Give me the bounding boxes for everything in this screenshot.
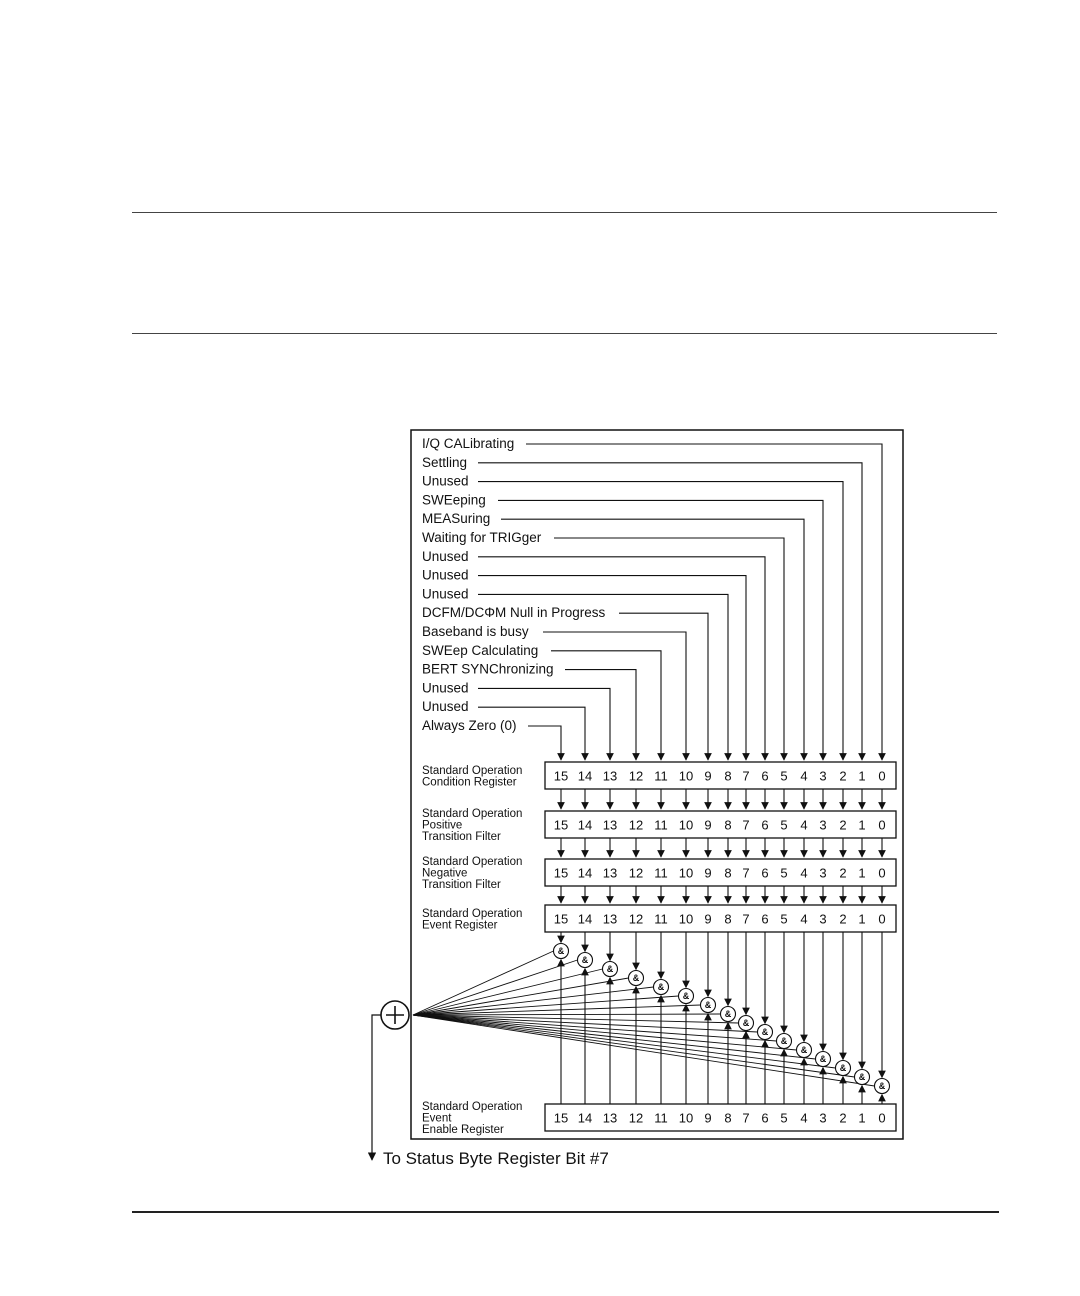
- register-bit: 13: [602, 768, 618, 784]
- register-bit: 0: [878, 817, 886, 833]
- register-bit: 2: [839, 1110, 847, 1126]
- register-bit: 1: [858, 911, 866, 927]
- and-gate-symbol: &: [800, 1045, 808, 1056]
- register-bit: 14: [577, 1110, 593, 1126]
- register-bit: 9: [704, 768, 712, 784]
- bit-label: Unused: [422, 548, 469, 564]
- and-gate-symbol: &: [704, 1000, 712, 1011]
- register-bit: 5: [780, 768, 788, 784]
- and-gate-symbol: &: [606, 964, 614, 975]
- bit-label: Unused: [422, 680, 469, 696]
- register-bit: 7: [742, 1110, 750, 1126]
- register-label: Standard Operation: [422, 856, 523, 868]
- register-bit: 15: [553, 1110, 569, 1126]
- register-label: Event: [422, 1112, 452, 1125]
- register-bit: 14: [577, 865, 593, 881]
- bit-label: Settling: [422, 454, 468, 470]
- register-bit: 9: [704, 1110, 712, 1126]
- register-label: Standard Operation: [422, 907, 523, 920]
- bit-label: Baseband is busy: [422, 624, 529, 639]
- register-bit: 9: [704, 911, 712, 927]
- gate-to-or-line: [413, 978, 629, 1015]
- register-bit: 4: [800, 1110, 808, 1126]
- register-bit: 10: [678, 768, 694, 784]
- and-gate-symbol: &: [657, 982, 665, 993]
- register-bit: 8: [724, 911, 732, 927]
- register-bit: 1: [858, 768, 866, 784]
- bit-route-line: [478, 707, 585, 760]
- output-label: To Status Byte Register Bit #7: [383, 1149, 609, 1168]
- register-bit: 9: [704, 817, 712, 833]
- and-gate-symbol: &: [742, 1018, 750, 1029]
- register-bit: 3: [819, 1110, 827, 1126]
- register-bit: 7: [742, 768, 750, 784]
- register-bit: 12: [628, 817, 644, 833]
- and-gate-symbol: &: [780, 1036, 788, 1047]
- register-label: Condition Register: [422, 776, 517, 789]
- bit-label: MEASuring: [422, 511, 491, 527]
- register-bit: 2: [839, 817, 847, 833]
- register-bit: 11: [654, 768, 668, 784]
- register-bit: 10: [678, 1110, 694, 1126]
- gate-to-or-line: [413, 1015, 816, 1059]
- register-label: Event Register: [422, 919, 498, 932]
- gate-to-or-line: [413, 1015, 836, 1068]
- and-gate-symbol: &: [878, 1081, 886, 1092]
- gate-to-or-line: [413, 1014, 721, 1015]
- register-bit: 4: [800, 911, 808, 927]
- register-bit: 11: [654, 865, 668, 881]
- bit-route-line: [565, 670, 636, 760]
- register-bit: 0: [878, 865, 886, 881]
- bit-route-line: [551, 651, 661, 760]
- register-bit: 15: [553, 911, 569, 927]
- and-gate-symbol: &: [682, 991, 690, 1002]
- register-bit: 1: [858, 865, 866, 881]
- register-bit: 13: [602, 865, 618, 881]
- and-gate-symbol: &: [632, 973, 640, 984]
- bit-route-line: [501, 519, 804, 760]
- bit-label: I/Q CALibrating: [422, 436, 515, 451]
- gate-to-or-line: [413, 960, 578, 1015]
- register-label: Negative: [422, 867, 468, 880]
- and-gate-stack: [554, 944, 890, 1094]
- register-bit: 14: [577, 911, 593, 927]
- register-bit: 15: [553, 865, 569, 881]
- register-bit: 14: [577, 768, 593, 784]
- bit-route-line: [528, 726, 561, 760]
- register-label: Transition Filter: [422, 879, 501, 891]
- register-bit: 4: [800, 865, 808, 881]
- register-bit: 7: [742, 911, 750, 927]
- register-bit: 6: [761, 768, 769, 784]
- and-gate-symbol: &: [761, 1027, 769, 1038]
- register-bit: 10: [678, 911, 694, 927]
- register-bit: 11: [654, 911, 668, 927]
- register-bit: 5: [780, 817, 788, 833]
- register-bit: 13: [602, 1110, 618, 1126]
- register-bit: 3: [819, 768, 827, 784]
- register-bit: 8: [724, 1110, 732, 1126]
- register-bit: 15: [553, 817, 569, 833]
- register-bit: 10: [678, 865, 694, 881]
- bit-label: Unused: [422, 699, 469, 715]
- bit-route-line: [554, 538, 784, 760]
- register-bit: 12: [628, 865, 644, 881]
- bit-label: SWEeping: [422, 492, 486, 508]
- bit-label: Unused: [422, 586, 469, 602]
- register-bit: 13: [602, 817, 618, 833]
- bit-label: BERT SYNChronizing: [422, 661, 554, 677]
- register-bit: 12: [628, 1110, 644, 1126]
- register-bit: 3: [819, 817, 827, 833]
- register-bit: 5: [780, 1110, 788, 1126]
- register-bit: 2: [839, 768, 847, 784]
- register-bit: 10: [678, 817, 694, 833]
- and-gate-symbol: &: [557, 946, 565, 957]
- and-gate-symbol: &: [819, 1054, 827, 1065]
- register-bit: 2: [839, 865, 847, 881]
- register-bit: 11: [654, 1110, 668, 1126]
- register-bit: 6: [761, 865, 769, 881]
- register-bit: 3: [819, 865, 827, 881]
- bit-label: Unused: [422, 473, 469, 489]
- bit-route-line: [619, 613, 708, 760]
- register-bit: 1: [858, 817, 866, 833]
- register-label: Standard Operation: [422, 1101, 523, 1113]
- register-bit: 3: [819, 911, 827, 927]
- register-bit: 5: [780, 911, 788, 927]
- register-bit: 11: [654, 817, 668, 833]
- and-gate-symbol: &: [581, 955, 589, 966]
- register-bit: 5: [780, 865, 788, 881]
- bit-route-line: [478, 557, 765, 760]
- register-bit: 9: [704, 865, 712, 881]
- register-bit: 8: [724, 768, 732, 784]
- register-bit: 2: [839, 911, 847, 927]
- and-gate-symbol: &: [839, 1063, 847, 1074]
- register-bit: 12: [628, 768, 644, 784]
- register-bit: 12: [628, 911, 644, 927]
- register-label: Enable Register: [422, 1124, 504, 1136]
- bit-label: SWEep Calculating: [422, 642, 539, 658]
- bit-label: Always Zero (0): [422, 718, 517, 733]
- register-bit: 14: [577, 817, 593, 833]
- register-bit: 8: [724, 865, 732, 881]
- register-bit: 6: [761, 911, 769, 927]
- gate-to-or-line: [413, 951, 554, 1015]
- register-bit: 13: [602, 911, 618, 927]
- register-bit: 4: [800, 768, 808, 784]
- register-label: Positive: [422, 819, 463, 832]
- bit-label: Waiting for TRIGger: [422, 530, 542, 545]
- register-bit: 0: [878, 911, 886, 927]
- register-bit: 0: [878, 768, 886, 784]
- register-bit: 6: [761, 817, 769, 833]
- register-label: Transition Filter: [422, 831, 501, 843]
- register-bit: 1: [858, 1110, 866, 1126]
- and-gate-symbol: &: [858, 1072, 866, 1083]
- output-line: [372, 1015, 381, 1160]
- register-stack: [422, 762, 896, 1136]
- bit-route-line: [526, 444, 882, 760]
- register-bit: 7: [742, 817, 750, 833]
- bit-label: DCFM/DCΦM Null in Progress: [422, 605, 606, 621]
- register-bit: 4: [800, 817, 808, 833]
- register-bit: 8: [724, 817, 732, 833]
- register-label: Standard Operation: [422, 808, 523, 820]
- register-bit: 7: [742, 865, 750, 881]
- bit-label: Unused: [422, 567, 469, 583]
- register-bit: 6: [761, 1110, 769, 1126]
- register-bit: 0: [878, 1110, 886, 1126]
- register-label: Standard Operation: [422, 764, 523, 777]
- and-gate-symbol: &: [724, 1009, 732, 1020]
- register-bit: 15: [553, 768, 569, 784]
